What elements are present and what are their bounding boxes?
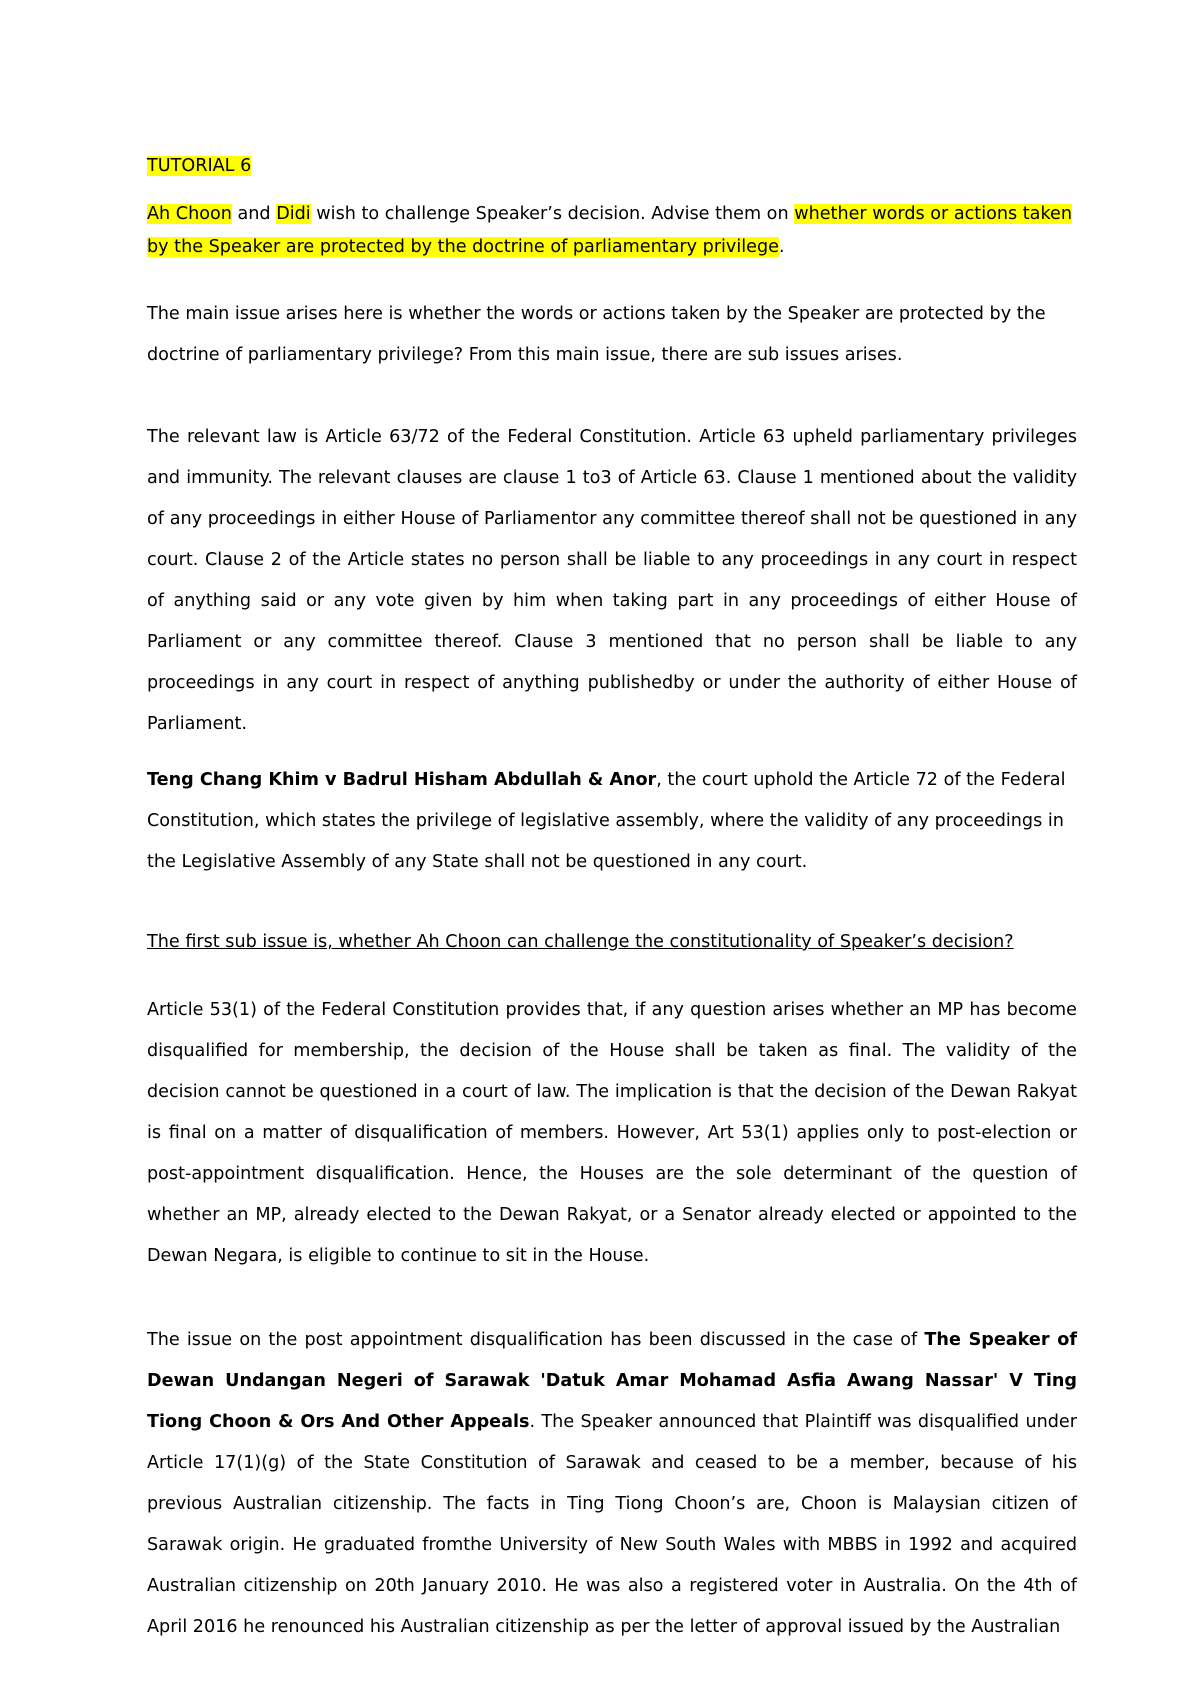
main-issue-paragraph: The main issue arises here is whether the words or actions taken by the Speaker are protected by the doctrine of parliamentary privilege? From this main issue, there are sub issues arises. <box>147 304 1046 365</box>
task-and: and <box>231 204 277 224</box>
task-middle: wish to challenge Speaker’s decision. Advise them on <box>310 204 795 224</box>
name-didi: Didi <box>276 204 311 224</box>
document-title <box>147 149 1077 183</box>
name-ah-choon: Ah Choon <box>147 204 232 224</box>
teng-case-name: Teng Chang Khim v Badrul Hisham Abdullah & Anor <box>147 770 657 790</box>
task-question <box>147 198 1077 264</box>
task-end: . <box>778 237 785 257</box>
task-highlight: whether words or actions taken by the Speaker are protected by the doctrine of parliamentary privilege <box>147 204 1072 257</box>
relevant-law-paragraph: The relevant law is Article 63/72 of the Federal Constitution. Article 63 upheld parliamentary privileges and immunity. The relevant clauses are clause 1 to3 of Article 63. Clause 1 mentioned about the validity of any proceedings in either House of Parliamentor any committee thereof shall not be questioned in any court. Clause 2 of the Article states no person shall be liable to any proceedings in any court in respect of anything said or any vote given by him when taking part in any proceedings of either House of Parliament or any committee thereof. Clause 3 mentioned that no person shall be liable to any proceedings in any court in respect of anything publishedby or under the authority of either House of Parliament. <box>147 427 1077 734</box>
sub-issue-heading: The first sub issue is, whether Ah Choon can challenge the constitutionality of Speaker’s decision? <box>147 932 1014 952</box>
speaker-case-intro: The issue on the post appointment disqualification has been discussed in the case of <box>147 1330 925 1350</box>
speaker-case-name: The Speaker of Dewan Undangan Negeri of Sarawak 'Datuk Amar Mohamad Asfia Awang Nassar' V Ting Tiong Choon & Ors And Other Appeals <box>147 1330 1077 1432</box>
article-53-paragraph: Article 53(1) of the Federal Constitution provides that, if any question arises whether an MP has become disqualified for membership, the decision of the House shall be taken as final. The validity of the decision cannot be questioned in a court of law. The implication is that the decision of the Dewan Rakyat is final on a matter of disqualification of members. However, Art 53(1) applies only to post-election or post-appointment disqualification. Hence, the Houses are the sole determinant of the question of whether an MP, already elected to the Dewan Rakyat, or a Senator already elected or appointed to the Dewan Negara, is eligible to continue to sit in the House. <box>147 1000 1077 1266</box>
speaker-case-text: . The Speaker announced that Plaintiff was disqualified under Article 17(1)(g) of the State Constitution of Sarawak and ceased to be a member, because of his previous Australian citizenship. The facts in Ting Tiong Choon’s are, Choon is Malaysian citizen of Sarawak origin. He graduated fromthe University of New South Wales with MBBS in 1992 and acquired Australian citizenship on 20th January 2010. He was also a registered voter in Australia. On the 4th of April 2016 he renounced his Australian citizenship as per the letter of approval issued by the Australian <box>147 1412 1077 1637</box>
teng-case-text: , the court uphold the Article 72 of the Federal Constitution, which states the privilege of legislative assembly, where the validity of any proceedings in the Legislative Assembly of any State shall not be questioned in any court. <box>147 770 1066 872</box>
teng-case-paragraph <box>147 760 1077 883</box>
speaker-case-paragraph <box>147 1320 1077 1648</box>
title-text: TUTORIAL 6 <box>147 156 252 176</box>
